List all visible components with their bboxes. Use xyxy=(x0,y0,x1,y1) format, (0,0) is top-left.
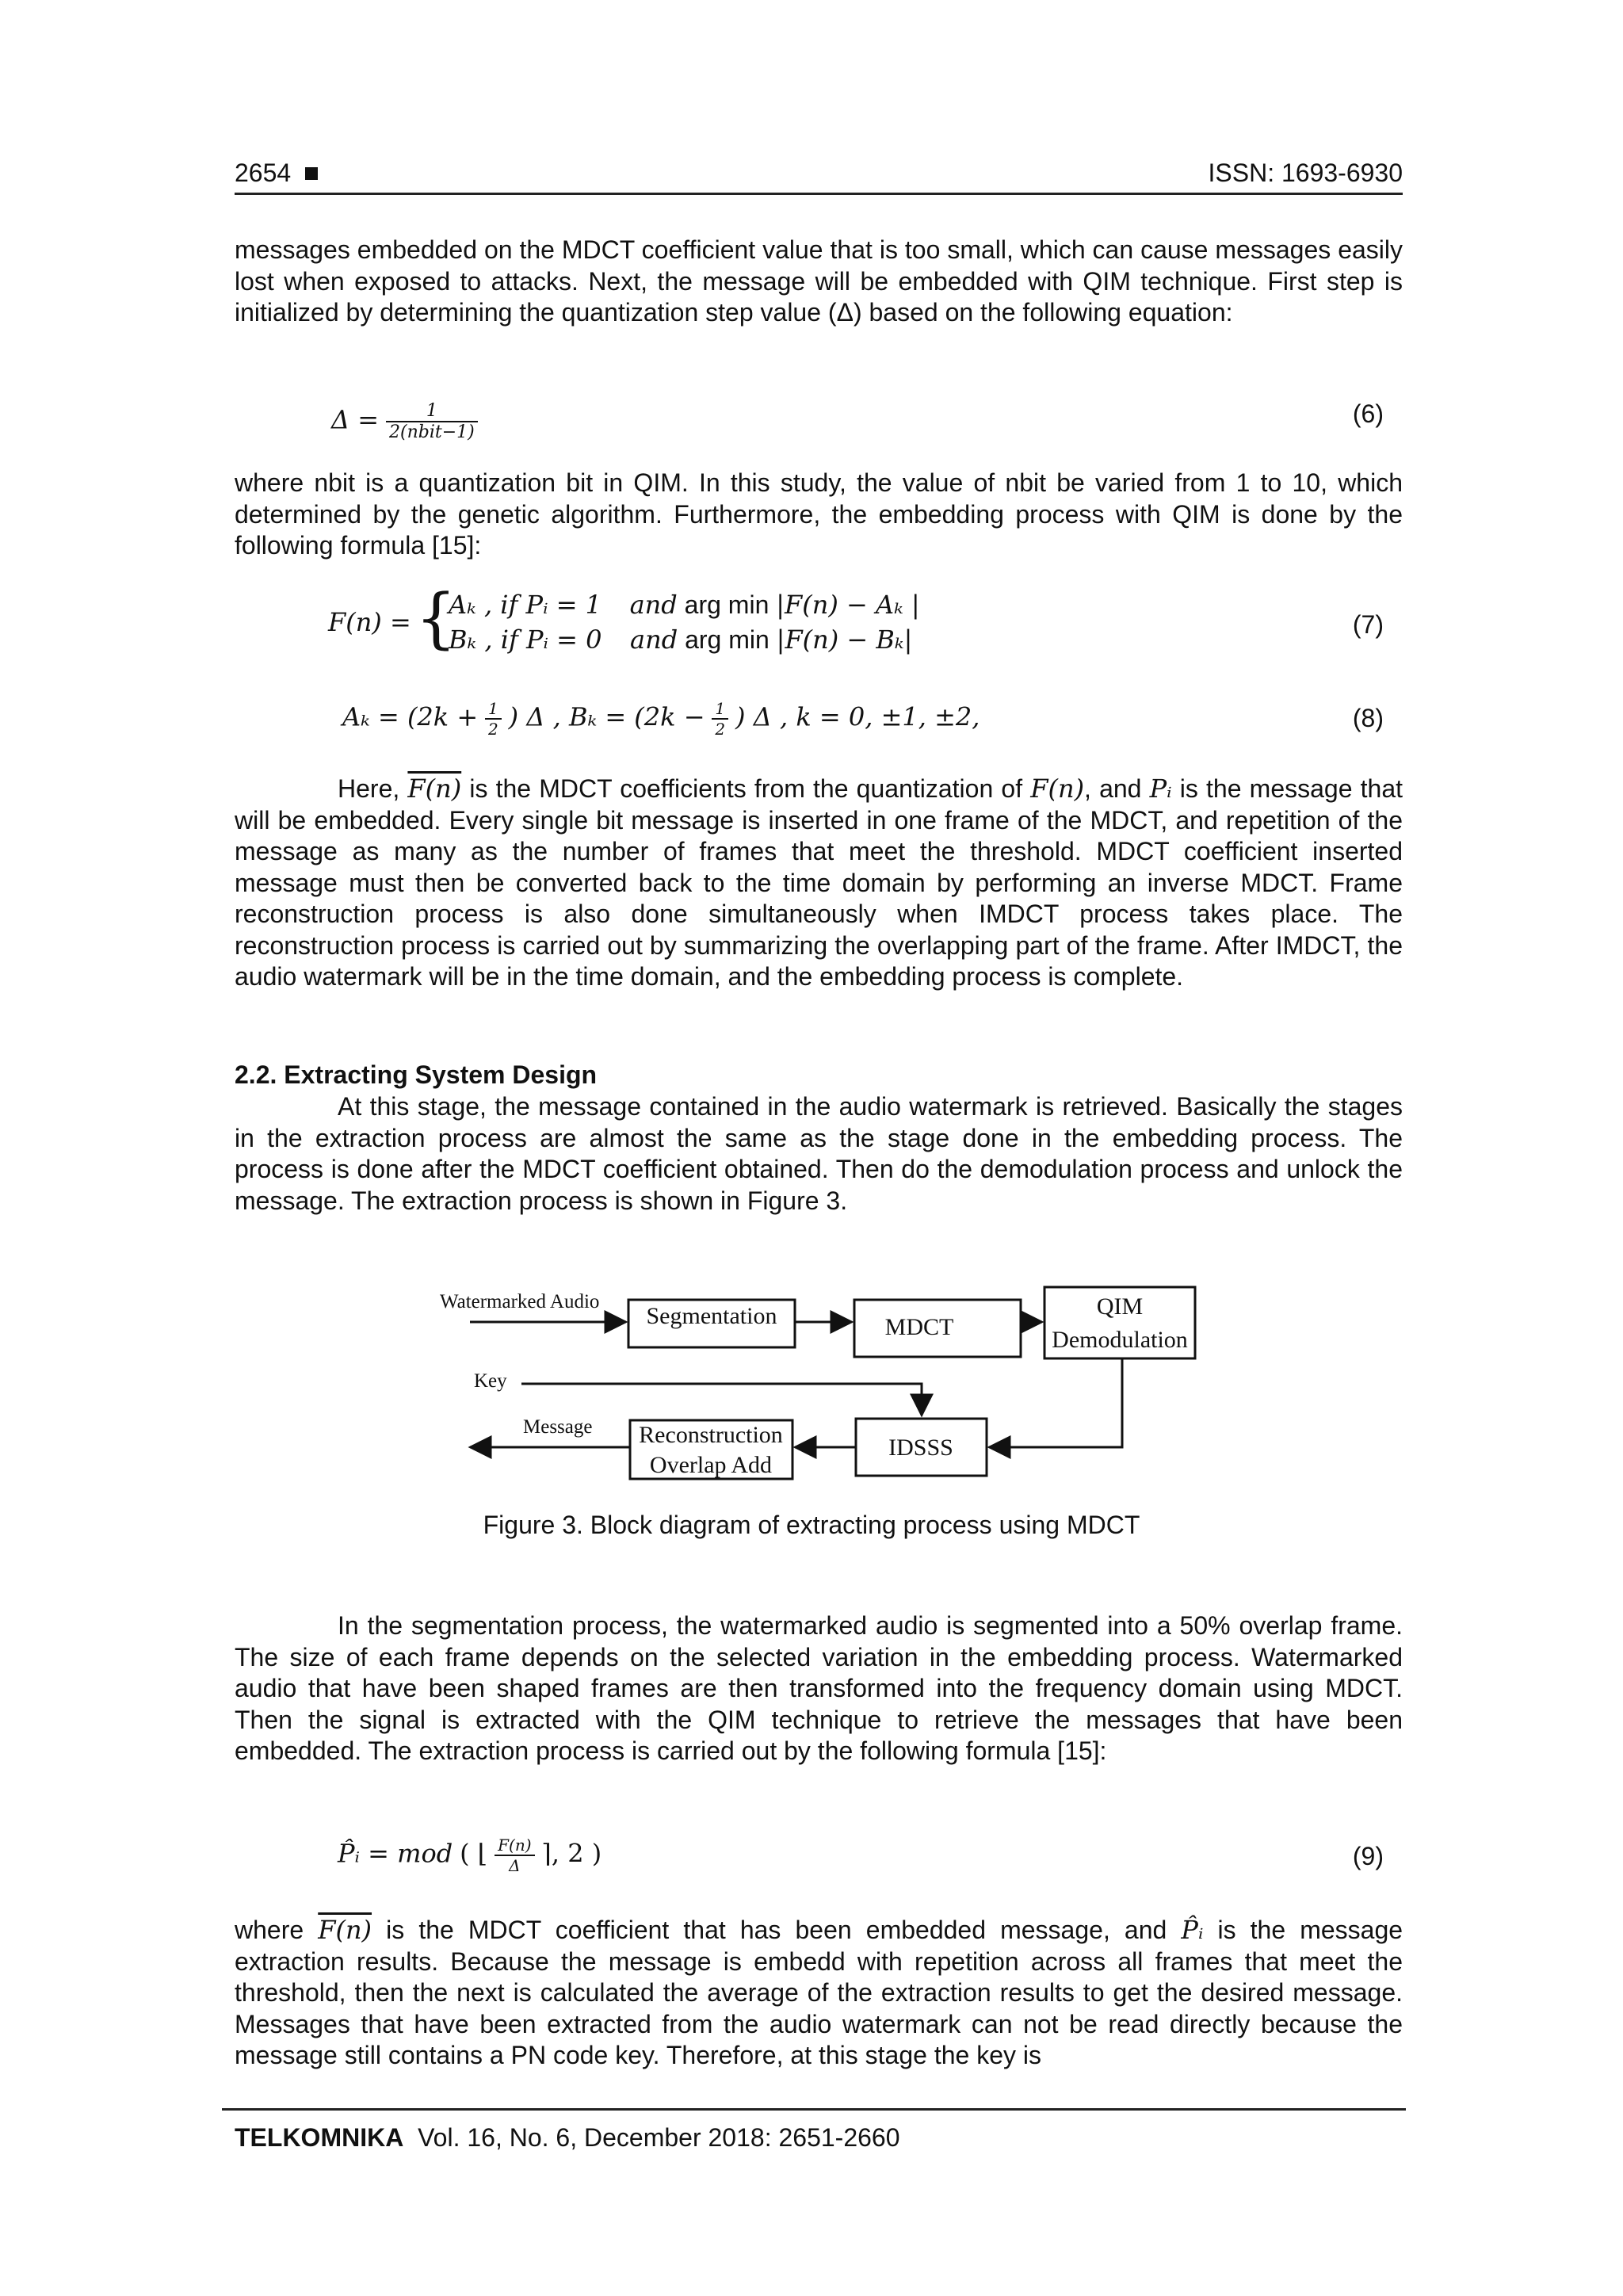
inline-pi: Pᵢ xyxy=(1149,774,1172,804)
inline-pi-hat: P̂ᵢ xyxy=(1181,1915,1204,1945)
eq9-fraction: $\frac{F(n)}{\Delta}$ xyxy=(495,1836,534,1875)
figure-caption: Figure 3. Block diagram of extracting process using MDCT xyxy=(483,1511,1140,1539)
page-footer xyxy=(222,2108,1406,2152)
label-qim: QIM xyxy=(1096,1293,1144,1320)
reconstruction-box xyxy=(630,1420,792,1479)
label-segmentation: Segmentation xyxy=(646,1303,777,1329)
paragraph-4: At this stage, the message contained in the audio watermark is retrieved. Basically the stages in the extraction process are almost the same as the stage done in the embedding process. The process is done after the MDCT coefficient obtained. Then do the demodulation process and unlock the message. The extraction process is shown in Figure 3. xyxy=(235,1092,1403,1215)
label-message: Message xyxy=(523,1416,593,1438)
label-reconstruction: Reconstruction xyxy=(639,1422,783,1448)
equation-9: P̂ᵢ = mod ( ⌊ $\frac{F(n)}{\Delta}$ ⌉, 2 ) (9) xyxy=(338,1836,1384,1875)
equation-8: Aₖ = (2k + $\frac{1}{2}$ ) Δ , Bₖ = (2k − $\frac{1}{2}$ ) Δ , k = 0, ±1, ±2, (8) xyxy=(342,699,1384,739)
qim-demodulation-box xyxy=(1044,1287,1195,1358)
mdct-box xyxy=(854,1300,1021,1357)
footer-citation xyxy=(235,2123,900,2153)
paragraph-6: where F(n) is the MDCT coefficient that has been embedded message, and P̂ᵢ is the message extraction results. Because the message is embedd with repetition across all frames that meet the threshold, then the next is calculated the average of the extraction results to get the desired message. Messages that have been extracted from the audio watermark can not be read directly because the message still contains a PN code key. Therefore, at this stage the key is xyxy=(235,1915,1403,2069)
inline-fn-hat-2: F(n) xyxy=(318,1915,372,1945)
label-watermarked-audio: Watermarked Audio xyxy=(440,1291,600,1312)
paragraph-3: Here, F(n) is the MDCT coefficients from the quantization of F(n), and Pᵢ is the message that will be embedded. Every single bit message is inserted in one frame of the MDCT, and repetition of the message as many as the number of frames that meet the threshold. MDCT coefficient inserted message must then be converted back to the time domain by performing an inverse MDCT. Frame reconstruction process is also done simultaneously when IMDCT process takes place. The reconstruction process is carried out by summarizing the overlapping part of the frame. After IMDCT, the audio watermark will be in the time domain, and the embedding process is complete. xyxy=(235,774,1403,991)
eq7-brace: { xyxy=(415,581,457,656)
journal-name: TELKOMNIKA xyxy=(235,2123,404,2152)
eq6-fraction: $\frac{1}{\text{2(nbit−1)}}$ xyxy=(386,401,478,442)
page-header xyxy=(235,155,1403,195)
label-mdct: MDCT xyxy=(884,1314,954,1340)
eq7-case-2: Bₖ , if Pᵢ = 0 and arg min |F(n) − Bₖ| xyxy=(449,625,913,655)
eq9-number: (9) xyxy=(1352,1842,1384,1870)
arrow-qim-to-idsss xyxy=(989,1358,1122,1447)
inline-fn: F(n) xyxy=(1030,774,1085,804)
label-overlap-add: Overlap Add xyxy=(649,1452,773,1478)
eq7-number: (7) xyxy=(1352,610,1384,639)
issn: ISSN: 1693-6930 xyxy=(1208,159,1403,187)
arrow-key-to-idsss xyxy=(521,1384,922,1415)
equation-7 xyxy=(235,581,1403,661)
label-demodulation: Demodulation xyxy=(1052,1327,1188,1353)
eq8-half-1: $\frac{1}{2}$ xyxy=(485,699,502,739)
label-idsss: IDSSS xyxy=(888,1435,953,1461)
eq7-case-1: Aₖ , if Pᵢ = 1 and arg min |F(n) − Aₖ | xyxy=(449,590,920,620)
segmentation-box xyxy=(628,1300,795,1347)
eq6-lhs: Δ = xyxy=(331,404,380,435)
eq7-lhs: F(n) = xyxy=(328,607,411,637)
eq8-half-2: $\frac{1}{2}$ xyxy=(712,699,728,739)
eq6-number: (6) xyxy=(1352,399,1384,428)
eq8-number: (8) xyxy=(1352,704,1384,732)
inline-fn-hat: F(n) xyxy=(407,774,462,804)
equation-6 xyxy=(235,384,1403,447)
square-bullet-icon xyxy=(305,167,318,180)
journal-volume: Vol. 16, No. 6, December 2018: 2651-2660 xyxy=(418,2123,900,2152)
paragraph-5: In the segmentation process, the watermarked audio is segmented into a 50% overlap frame. The size of each frame depends on the selected variation in the embedding process. Watermarked audio that have been shaped frames are then transformed into the frequency domain using MDCT. Then the signal is extracted with the QIM technique to retrieve the messages that have been embedded. The extraction process is carried out by the following formula [15]: xyxy=(235,1611,1403,1765)
idsss-box xyxy=(856,1419,987,1476)
paragraph-1: messages embedded on the MDCT coefficient value that is too small, which can cause messages easily lost when exposed to attacks. Next, the message will be embedded with QIM technique. First step is initialized by determining the quantization step value (Δ) based on the following equation: xyxy=(235,235,1403,327)
section-heading: 2.2. Extracting System Design xyxy=(235,1060,598,1089)
paragraph-2: where nbit is a quantization bit in QIM. In this study, the value of nbit be varied from 1 to 10, which determined by the genetic algorithm. Furthermore, the embedding process with QIM is done by the following formula [15]: xyxy=(235,468,1403,560)
page-number: 2654 xyxy=(235,159,318,188)
label-key: Key xyxy=(474,1370,507,1392)
